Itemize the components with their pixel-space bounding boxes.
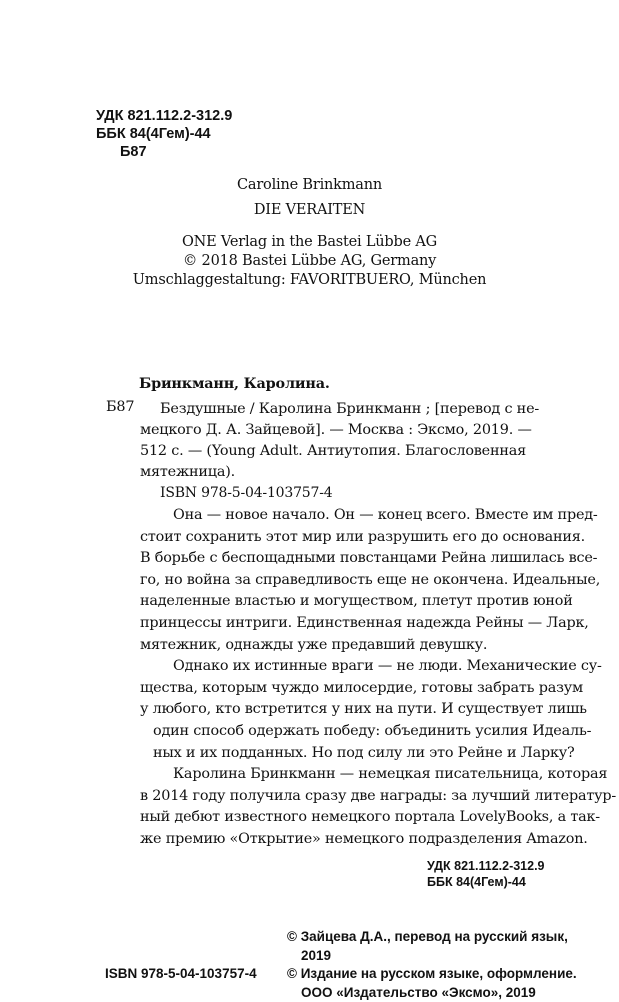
annotation-line: принцессы интриги. Единственная надежда Рейны — Ларк, — [140, 613, 560, 635]
annotation-line: Однако их истинные враги — не люди. Механические су- — [140, 656, 560, 678]
annotation-line: ных и их подданных. Но под силу ли это Рейне и Ларку? — [140, 743, 560, 765]
annotation-line: у любого, кто встретится у них на пути. И существует лишь — [140, 699, 560, 721]
catalog-heading: Бринкманн, Каролина. — [139, 375, 330, 392]
original-publisher: ONE Verlag in the Bastei Lübbe AG — [0, 234, 619, 250]
udk-code: УДК 821.112.2-312.9 — [96, 107, 232, 125]
classification-top — [96, 107, 232, 161]
catalog-line: мецкого Д. А. Зайцевой]. — Москва : Эксмо, 2019. — — [140, 420, 560, 441]
annotation-line: один способ одержать победу: объединить усилия Идеаль- — [140, 721, 560, 743]
annotation-line: ный дебют известного немецкого портала LovelyBooks, а так- — [140, 807, 560, 829]
catalog-line: 512 с. — (Young Adult. Антиутопия. Благословенная — [140, 441, 560, 462]
catalog-isbn: ISBN 978-5-04-103757-4 — [160, 485, 332, 501]
catalog-code: Б87 — [106, 399, 134, 415]
annotation-line: Каролина Бринкманн — немецкая писательница, которая — [140, 764, 560, 786]
annotation — [140, 505, 560, 851]
annotation-line: в 2014 году получила сразу две награды: за лучший литератур- — [140, 786, 560, 808]
original-title: DIE VERAITEN — [0, 202, 619, 218]
annotation-line: стоит сохранить этот мир или разрушить его до основания. — [140, 527, 560, 549]
copyright-line: 2019 — [287, 947, 577, 966]
udk-code-bottom: УДК 821.112.2-312.9 — [427, 858, 545, 874]
bbk-code-bottom: ББК 84(4Гем)-44 — [427, 874, 545, 890]
annotation-line: Она — новое начало. Он — конец всего. Вместе им пред- — [140, 505, 560, 527]
catalog-line: Бездушные / Каролина Бринкманн ; [перевод с не- — [140, 399, 560, 420]
copyright-line: © Зайцева Д.А., перевод на русский язык, — [287, 928, 577, 947]
catalog-line: мятежница). — [140, 462, 560, 483]
original-copyright: © 2018 Bastei Lübbe AG, Germany — [0, 253, 619, 269]
bottom-isbn: ISBN 978-5-04-103757-4 — [105, 966, 257, 981]
annotation-line: мятежник, однажды уже предавший девушку. — [140, 635, 560, 657]
annotation-line: го, но война за справедливость еще не окончена. Идеальные, — [140, 570, 560, 592]
original-author: Caroline Brinkmann — [0, 177, 619, 193]
annotation-line: щества, которым чуждо милосердие, готовы забрать разум — [140, 678, 560, 700]
annotation-line: же премию «Открытие» немецкого подразделения Amazon. — [140, 829, 560, 851]
author-mark: Б87 — [96, 143, 232, 161]
classification-bottom — [427, 858, 545, 890]
bbk-code: ББК 84(4Гем)-44 — [96, 125, 232, 143]
annotation-line: В борьбе с беспощадными повстанцами Рейна лишилась все- — [140, 548, 560, 570]
copyright-line: ООО «Издательство «Эксмо», 2019 — [287, 984, 577, 1002]
copyright-notices — [287, 928, 577, 1002]
cover-design: Umschlaggestaltung: FAVORITBUERO, München — [0, 272, 619, 288]
copyright-line: © Издание на русском языке, оформление. — [287, 965, 577, 984]
catalog-description — [140, 399, 560, 483]
annotation-line: наделенные властью и могуществом, плетут против юной — [140, 591, 560, 613]
